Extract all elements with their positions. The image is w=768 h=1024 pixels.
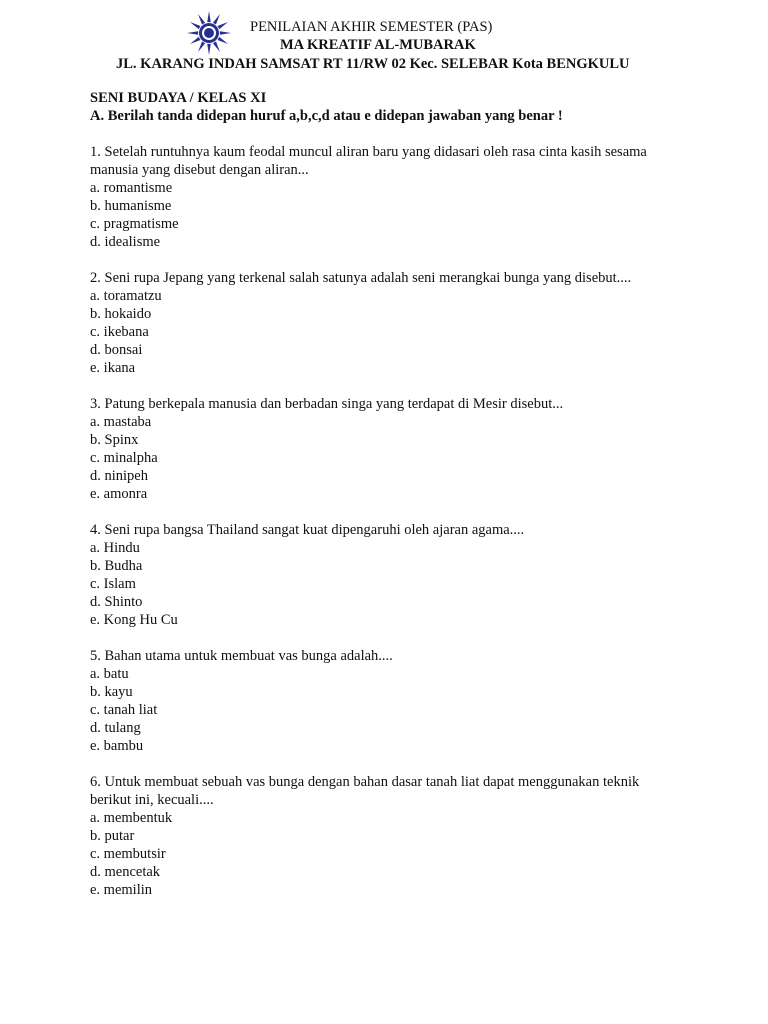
answer-option: c. membutsir	[90, 846, 166, 862]
answer-option: d. Shinto	[90, 594, 143, 610]
answer-option: a. batu	[90, 666, 129, 682]
logo-ray	[218, 22, 229, 29]
answer-option: a. membentuk	[90, 810, 173, 826]
question-block	[90, 773, 690, 899]
question-block	[90, 395, 690, 503]
logo-ray	[213, 42, 220, 53]
answer-option: d. ninipeh	[90, 468, 148, 484]
logo-ray	[198, 42, 205, 53]
school-address: JL. KARANG INDAH SAMSAT RT 11/RW 02 Kec. SELEBAR Kota BENGKULU	[116, 56, 630, 72]
logo-ray	[207, 11, 211, 22]
logo-ray	[220, 31, 231, 35]
answer-option: b. Spinx	[90, 432, 139, 448]
answer-option: d. bonsai	[90, 342, 143, 358]
question-block	[90, 521, 690, 629]
question-text: 3. Patung berkepala manusia dan berbadan singa yang terdapat di Mesir disebut...	[90, 396, 564, 412]
question-block	[90, 647, 690, 755]
question-block	[90, 269, 690, 377]
logo-ray	[218, 37, 229, 44]
muhammadiyah-sun-logo-icon	[186, 10, 232, 56]
answer-option: b. humanisme	[90, 198, 172, 214]
question-text: 5. Bahan utama untuk membuat vas bunga adalah....	[90, 648, 393, 664]
document-header	[0, 6, 768, 76]
question-text: 6. Untuk membuat sebuah vas bunga dengan bahan dasar tanah liat dapat menggunakan teknik berikut ini, kecuali....	[90, 774, 640, 808]
logo-ray	[190, 22, 201, 29]
question-text: 1. Setelah runtuhnya kaum feodal muncul aliran baru yang didasari oleh rasa cinta kasih sesama manusia yang disebut dengan aliran...	[90, 144, 647, 178]
logo-ray	[207, 44, 211, 55]
instruction-text: A. Berilah tanda didepan huruf a,b,c,d atau e didepan jawaban yang benar !	[90, 108, 563, 124]
answer-option: e. bambu	[90, 738, 144, 754]
logo-ray	[213, 14, 220, 25]
answer-option: c. pragmatisme	[90, 216, 179, 232]
answer-option: b. hokaido	[90, 306, 152, 322]
answer-option: c. Islam	[90, 576, 136, 592]
question-list	[90, 143, 690, 899]
answer-option: e. Kong Hu Cu	[90, 612, 178, 628]
answer-option: d. tulang	[90, 720, 141, 736]
answer-option: e. memilin	[90, 882, 153, 898]
question-block	[90, 143, 690, 251]
logo-ray	[187, 31, 198, 35]
logo-ray	[198, 14, 205, 25]
question-text: 4. Seni rupa bangsa Thailand sangat kuat dipengaruhi oleh ajaran agama....	[90, 522, 525, 538]
answer-option: a. mastaba	[90, 414, 152, 430]
answer-option: d. mencetak	[90, 864, 161, 880]
school-name: MA KREATIF AL-MUBARAK	[280, 37, 476, 53]
answer-option: c. ikebana	[90, 324, 149, 340]
answer-option: c. minalpha	[90, 450, 158, 466]
answer-option: b. putar	[90, 828, 135, 844]
answer-option: b. Budha	[90, 558, 143, 574]
answer-option: c. tanah liat	[90, 702, 158, 718]
answer-option: a. romantisme	[90, 180, 173, 196]
subject-class: SENI BUDAYA / KELAS XI	[90, 90, 267, 106]
question-text: 2. Seni rupa Jepang yang terkenal salah satunya adalah seni merangkai bunga yang disebut....	[90, 270, 632, 286]
answer-option: d. idealisme	[90, 234, 161, 250]
exam-title: PENILAIAN AKHIR SEMESTER (PAS)	[250, 19, 493, 35]
answer-option: a. Hindu	[90, 540, 140, 556]
answer-option: a. toramatzu	[90, 288, 162, 304]
answer-option: e. ikana	[90, 360, 136, 376]
exam-content	[90, 89, 690, 899]
answer-option: b. kayu	[90, 684, 133, 700]
logo-ray	[190, 37, 201, 44]
answer-option: e. amonra	[90, 486, 148, 502]
